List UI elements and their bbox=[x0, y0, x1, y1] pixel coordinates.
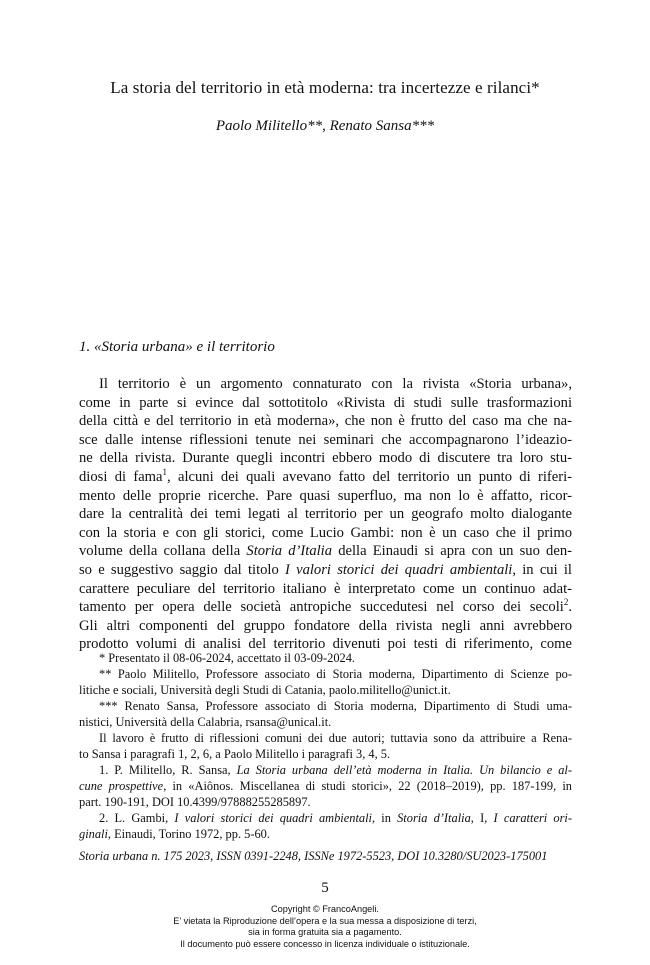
body-line: come in parte si evince dal sottotitolo «Rivista di studi sulle trasformazioni bbox=[79, 394, 572, 411]
footnote-text-run: , I, bbox=[470, 811, 494, 825]
copyright-line: Il documento può essere concesso in licenza individuale o istituzionale. bbox=[180, 938, 470, 949]
body-line: dare la centralità dei temi legati al territorio per un geografo molto dialogante bbox=[79, 506, 572, 523]
body-text-run: so e suggestivo saggio dal titolo bbox=[79, 561, 286, 578]
body-text-run: volume della collana della bbox=[79, 543, 247, 560]
copyright-line: E’ vietata la Riproduzione dell’opera e la sua messa a disposizione di terzi, bbox=[173, 915, 477, 926]
footnote-text-run: , Einaudi, Torino 1972, pp. 5-60. bbox=[107, 827, 270, 841]
footnote-author-2: *** Renato Sansa, Professore associato di Storia moderna, Dipartimento di Studi uma- bbox=[99, 699, 572, 713]
italic-title: La Storia urbana dell’età moderna in Italia. Un bilancio e al- bbox=[236, 763, 572, 777]
body-text-run: . bbox=[568, 599, 572, 616]
body-line: Il territorio è un argomento connaturato con la rivista «Storia urbana», bbox=[99, 376, 572, 392]
footnote-text-run: 1. P. Militello, R. Sansa, bbox=[99, 763, 237, 777]
footnote-1 bbox=[79, 762, 572, 778]
italic-title: I caratteri ori- bbox=[493, 811, 572, 825]
body-paragraph bbox=[79, 375, 572, 654]
body-line: della città e del territorio in età moderna», che non è frutto del caso ma che na- bbox=[79, 413, 572, 430]
article-title: La storia del territorio in età moderna: tra incertezze e rilanci* bbox=[110, 78, 540, 97]
footnote-text-run: , in «Aiônos. Miscellanea di studi storici», 22 (2018–2019), pp. 187-199, in bbox=[163, 779, 572, 793]
journal-citation: Storia urbana n. 175 2023, ISSN 0391-2248, ISSNe 1972-5523, DOI 10.3280/SU2023-175001 bbox=[79, 849, 548, 863]
body-line: con la storia e con gli storici, come Lucio Gambi: non è un caso che il primo bbox=[79, 524, 572, 541]
body-line: prodotto volumi di analisi del territorio divenuti poi testi di riferimento, come bbox=[79, 636, 572, 653]
italic-title: Storia d’Italia bbox=[397, 811, 471, 825]
italic-title: cune prospettive bbox=[79, 779, 164, 793]
page-number: 5 bbox=[321, 880, 329, 896]
section-heading: 1. «Storia urbana» e il territorio bbox=[79, 339, 275, 355]
body-line bbox=[79, 561, 572, 580]
body-text-run: tamento per opera delle società antropiche succedutesi nel corso dei secoli bbox=[79, 599, 564, 616]
footnote-author-1-cont: litiche e sociali, Università degli Studi di Catania, paolo.militello@unict.it. bbox=[79, 683, 451, 697]
italic-title: ginali bbox=[79, 827, 108, 841]
footnote-ref-1[interactable]: 1 bbox=[162, 467, 168, 478]
footnote-2-cont bbox=[79, 826, 572, 842]
footnote-1-doi: part. 190-191, DOI 10.4399/97888255285897. bbox=[79, 795, 311, 809]
body-line: Gli altri componenti del gruppo fondatore della rivista negli anni avrebbero bbox=[79, 617, 572, 634]
footnote-author-2-cont: nistici, Università della Calabria, rsansa@unical.it. bbox=[79, 715, 332, 729]
footnote-author-1: ** Paolo Militello, Professore associato di Storia moderna, Dipartimento di Scienze po- bbox=[99, 667, 572, 681]
body-line bbox=[79, 542, 572, 561]
footnote-dates: * Presentato il 08-06-2024, accettato il 03-09-2024. bbox=[99, 651, 356, 665]
italic-title: I valori storici dei quadri ambientali bbox=[174, 811, 372, 825]
body-text-run: della Einaudi si apra con un suo den- bbox=[332, 543, 572, 560]
copyright-notice bbox=[0, 904, 650, 950]
italic-title: I valori storici dei quadri ambientali bbox=[285, 561, 513, 578]
footnote-ref-2[interactable]: 2 bbox=[563, 597, 569, 608]
footnote-text-run: 2. L. Gambi, bbox=[99, 811, 175, 825]
footnotes bbox=[79, 650, 572, 842]
italic-title: Storia d’Italia bbox=[246, 543, 333, 560]
body-line: mento delle proprie ricerche. Pare quasi superfluo, ma non lo è affatto, ricor- bbox=[79, 487, 572, 504]
copyright-line: Copyright © FrancoAngeli. bbox=[271, 904, 379, 914]
footnote-1-cont bbox=[79, 778, 572, 794]
body-text-run: , alcuni dei quali avevano fatto del territorio un punto di riferi- bbox=[167, 468, 572, 485]
footnote-attribution-cont: to Sansa i paragrafi 1, 2, 6, a Paolo Militello i paragrafi 3, 4, 5. bbox=[79, 747, 391, 761]
body-line: carattere peculiare del territorio italiano è interpretato come un continuo adat- bbox=[79, 580, 572, 597]
body-line: sce dalle intense riflessioni tenute nei seminari che accompagnarono l’ideazio- bbox=[79, 431, 572, 448]
footnote-attribution: Il lavoro è frutto di riflessioni comuni dei due autori; tuttavia sono da attribuire a Rena- bbox=[99, 731, 572, 745]
article-authors: Paolo Militello**, Renato Sansa*** bbox=[215, 118, 435, 134]
body-text-run: , in cui il bbox=[512, 561, 572, 578]
body-line: ne della rivista. Durante quegli incontri ebbero modo di discutere tra loro stu- bbox=[79, 450, 572, 467]
copyright-line: sia in forma gratuita sia a pagamento. bbox=[248, 927, 402, 938]
footnote-2 bbox=[79, 810, 572, 826]
body-line bbox=[79, 468, 572, 487]
body-text-run: diosi di fama bbox=[79, 468, 163, 485]
footnote-text-run: , in bbox=[371, 811, 398, 825]
body-line bbox=[79, 598, 572, 617]
